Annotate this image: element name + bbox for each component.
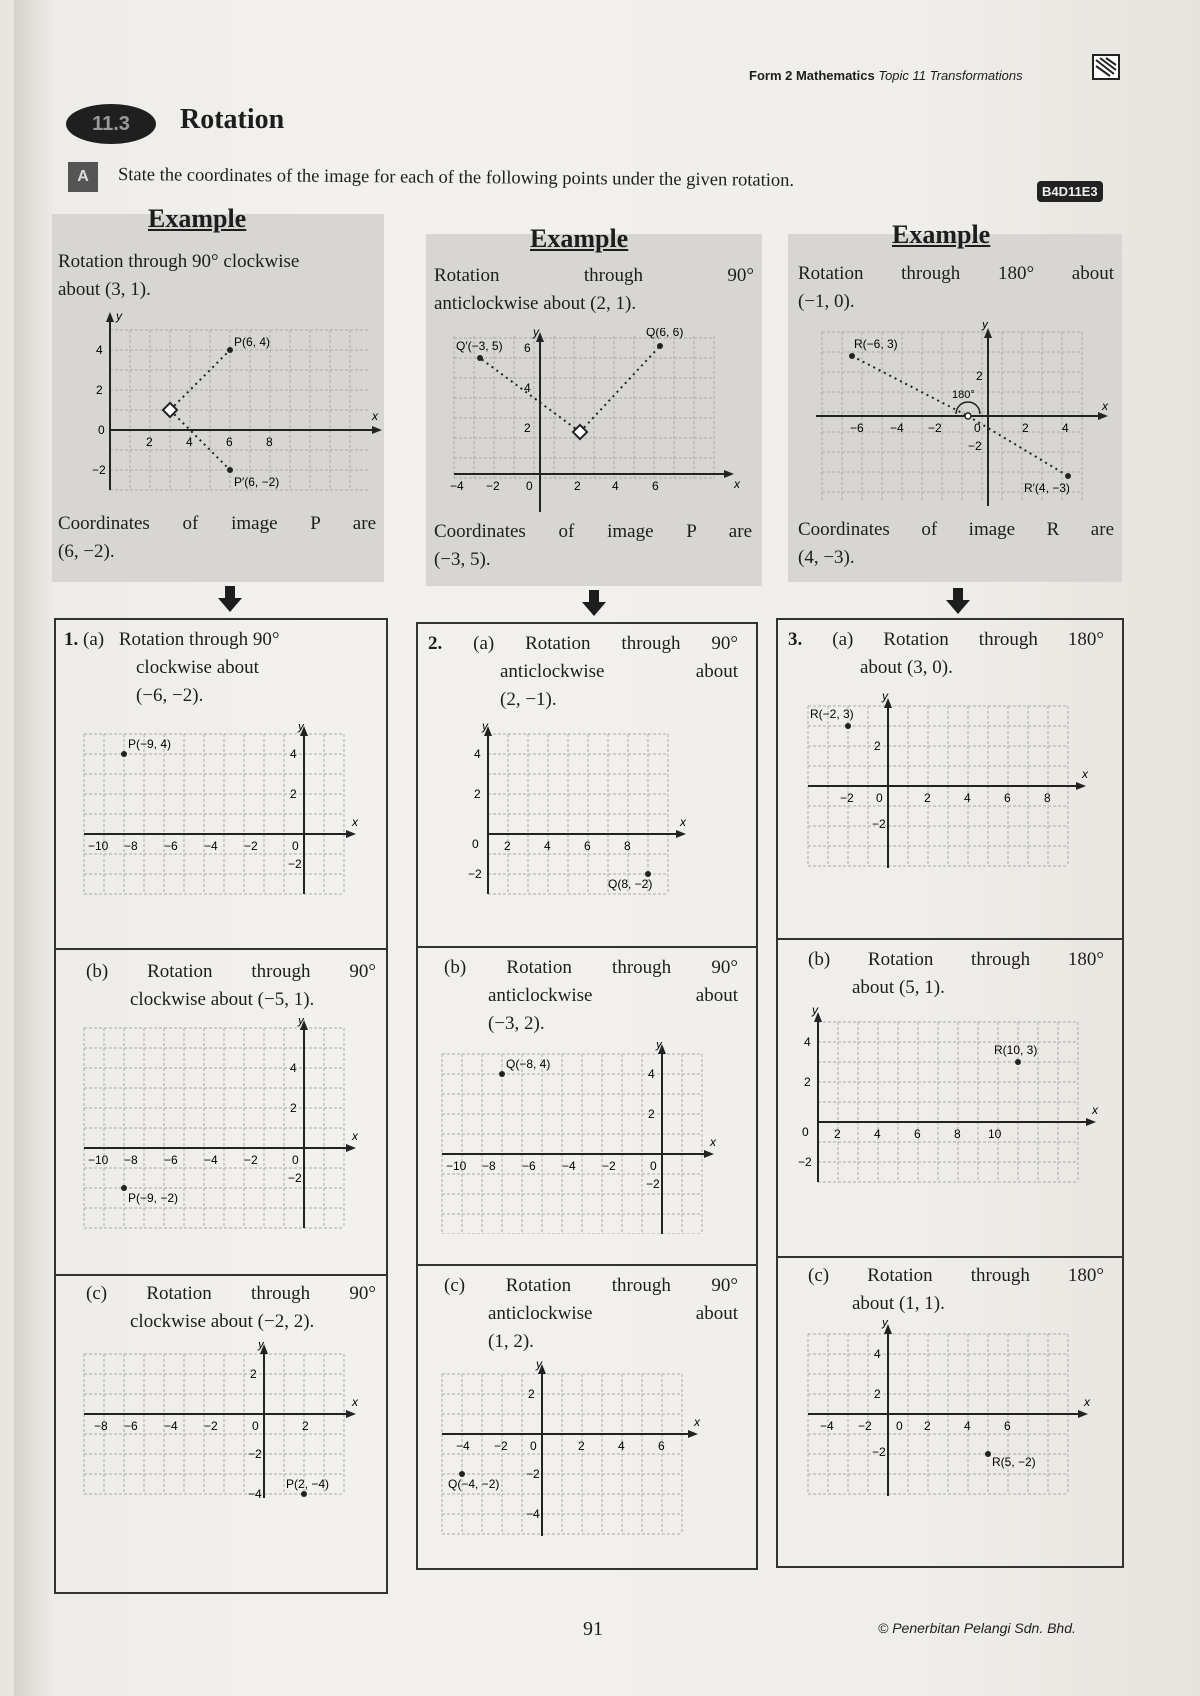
x-axis-label: x: [352, 1395, 358, 1409]
svg-text:8: 8: [266, 435, 273, 449]
q1a-text: [64, 626, 374, 710]
svg-text:−2: −2: [872, 1445, 886, 1459]
y-axis-label: y: [533, 328, 539, 339]
svg-text:−2: −2: [526, 1467, 540, 1481]
answer-line: Coordinates of image P are: [434, 521, 752, 542]
section-number-badge: 11.3: [66, 104, 156, 144]
answer-line: Coordinates of image P are: [58, 513, 376, 534]
q2c-grid: [438, 1360, 718, 1536]
svg-text:4: 4: [618, 1439, 625, 1453]
svg-text:−6: −6: [522, 1159, 536, 1173]
svg-text:−4: −4: [456, 1439, 470, 1453]
q1b-grid: [80, 1018, 360, 1234]
example-2-text: [434, 262, 754, 318]
svg-text:−4: −4: [204, 1153, 218, 1167]
x-axis-label: x: [352, 815, 358, 829]
point-label: P(−9, 4): [128, 737, 172, 751]
q2a-grid: [460, 722, 690, 898]
svg-text:2: 2: [874, 739, 881, 753]
q3c-text: [808, 1262, 1104, 1318]
svg-text:6: 6: [652, 479, 659, 493]
example-1: [52, 204, 384, 582]
page-number: 91: [583, 1618, 603, 1640]
angle-label: 180°: [952, 389, 975, 401]
example-heading: Example: [148, 204, 247, 233]
svg-text:8: 8: [954, 1127, 961, 1141]
svg-text:4: 4: [474, 747, 481, 761]
point-label: R(5, −2): [992, 1455, 1036, 1469]
example-3-grid: [816, 322, 1116, 508]
svg-text:−8: −8: [94, 1419, 108, 1433]
svg-text:−4: −4: [526, 1507, 540, 1521]
svg-text:−2: −2: [602, 1159, 616, 1173]
q3a-grid: [802, 692, 1098, 872]
divider: [56, 948, 386, 950]
section-title: Rotation: [180, 104, 285, 135]
y-axis-label: y: [982, 322, 988, 331]
example-line: Rotation through 90° clockwise: [58, 251, 300, 272]
example-heading: Example: [530, 224, 629, 253]
svg-text:6: 6: [1004, 791, 1011, 805]
point-label: P(6, 4): [234, 335, 271, 349]
origin-label: 0: [526, 479, 533, 493]
q3a-line: about (3, 0).: [860, 657, 953, 678]
part-label: (c): [86, 1283, 108, 1304]
svg-text:−2: −2: [468, 867, 482, 881]
q3c-line: Rotation through 180°: [867, 1265, 1105, 1286]
q2a-line: anticlockwise about: [500, 661, 738, 682]
point-label: Q(−4, −2): [448, 1477, 500, 1491]
svg-text:2: 2: [804, 1075, 811, 1089]
svg-text:6: 6: [658, 1439, 665, 1453]
svg-text:2: 2: [834, 1127, 841, 1141]
svg-text:−10: −10: [88, 1153, 109, 1167]
point-label: P′(6, −2): [234, 475, 280, 489]
svg-text:−2: −2: [244, 1153, 258, 1167]
svg-text:−2: −2: [204, 1419, 218, 1433]
svg-text:−2: −2: [872, 817, 886, 831]
x-axis-label: x: [680, 815, 686, 829]
q3b-text: [808, 946, 1104, 1002]
svg-text:10: 10: [988, 1127, 1002, 1141]
example-heading: Example: [892, 220, 991, 249]
svg-text:4: 4: [290, 747, 297, 761]
svg-text:−2: −2: [248, 1447, 262, 1461]
exercise-instruction: State the coordinates of the image for each of the following points under the given rotation.: [117, 165, 795, 191]
svg-text:2: 2: [1022, 421, 1029, 435]
y-axis-label: y: [298, 724, 304, 733]
x-axis-label: x: [710, 1135, 716, 1149]
svg-text:4: 4: [874, 1127, 881, 1141]
part-label: (a): [473, 633, 495, 654]
point-label: Q′(−3, 5): [456, 339, 503, 353]
svg-text:−4: −4: [164, 1419, 178, 1433]
svg-text:−2: −2: [646, 1177, 660, 1191]
point-label: R(−6, 3): [854, 337, 898, 351]
publisher-credit: © Penerbitan Pelangi Sdn. Bhd.: [878, 1620, 1076, 1636]
svg-text:8: 8: [1044, 791, 1051, 805]
q1a-grid: [80, 724, 360, 900]
svg-text:4: 4: [1062, 421, 1069, 435]
q1a-line: clockwise about: [136, 657, 259, 678]
q2b-text: [444, 954, 738, 1038]
svg-text:2: 2: [302, 1419, 309, 1433]
x-axis-label: x: [1082, 767, 1088, 781]
point-label: R′(4, −3): [1024, 481, 1070, 495]
example-2: [426, 224, 762, 586]
svg-text:4: 4: [964, 791, 971, 805]
q3a-line: Rotation through 180°: [883, 629, 1104, 650]
svg-text:−2: −2: [928, 421, 942, 435]
svg-text:−2: −2: [968, 439, 982, 453]
q3a-text: [788, 626, 1104, 682]
svg-text:2: 2: [976, 369, 983, 383]
q2b-line: Rotation through 90°: [506, 957, 738, 978]
q3b-line: about (5, 1).: [852, 977, 945, 998]
svg-text:−6: −6: [164, 839, 178, 853]
example-2-answer: [434, 518, 752, 574]
part-label: (a): [832, 629, 854, 650]
running-header: [749, 68, 1023, 83]
svg-text:−2: −2: [798, 1155, 812, 1169]
svg-text:6: 6: [584, 839, 591, 853]
origin-label: 0: [802, 1125, 809, 1139]
svg-text:4: 4: [544, 839, 551, 853]
q1c-text: [86, 1280, 376, 1336]
q1a-line: (−6, −2).: [136, 685, 204, 706]
svg-text:−8: −8: [482, 1159, 496, 1173]
svg-text:−10: −10: [446, 1159, 467, 1173]
topic-icon: [1092, 54, 1120, 80]
y-axis-label: y: [812, 1004, 818, 1017]
svg-text:2: 2: [574, 479, 581, 493]
svg-text:−2: −2: [858, 1419, 872, 1433]
svg-text:2: 2: [648, 1107, 655, 1121]
x-axis-label: x: [352, 1129, 358, 1143]
answer-line: (4, −3).: [798, 547, 855, 568]
svg-text:−6: −6: [850, 421, 864, 435]
origin-label: 0: [650, 1159, 657, 1173]
question-3-box: [776, 618, 1124, 1568]
q3c-grid: [802, 1320, 1102, 1496]
q1c-line: Rotation through 90°: [146, 1283, 376, 1304]
example-line: Rotation through 180° about: [798, 263, 1114, 284]
svg-text:−2: −2: [486, 479, 500, 493]
svg-text:−2: −2: [244, 839, 258, 853]
svg-text:4: 4: [874, 1347, 881, 1361]
q2c-line: Rotation through 90°: [505, 1275, 739, 1296]
q1b-line: Rotation through 90°: [147, 961, 377, 982]
q2a-line: (2, −1).: [500, 689, 557, 710]
svg-text:−10: −10: [88, 839, 109, 853]
svg-text:4: 4: [648, 1067, 655, 1081]
q2c-line: anticlockwise about: [488, 1303, 738, 1324]
point-label: R(10, 3): [994, 1043, 1038, 1057]
point-label: R(−2, 3): [810, 707, 854, 721]
y-axis-label: y: [298, 1018, 304, 1027]
svg-text:−2: −2: [840, 791, 854, 805]
q2b-line: (−3, 2).: [488, 1013, 545, 1034]
q1c-line: clockwise about (−2, 2).: [130, 1311, 315, 1332]
point-label: Q(−8, 4): [506, 1057, 551, 1071]
svg-text:2: 2: [96, 383, 103, 397]
svg-text:−2: −2: [288, 1171, 302, 1185]
part-label: (b): [808, 949, 831, 970]
svg-text:−8: −8: [124, 839, 138, 853]
question-number: 2.: [428, 633, 443, 654]
point-label: Q(8, −2): [608, 877, 653, 891]
divider: [778, 938, 1122, 940]
y-axis-label: y: [258, 1342, 264, 1351]
svg-text:2: 2: [250, 1367, 257, 1381]
divider: [418, 1264, 756, 1266]
origin-label: 0: [974, 421, 981, 435]
point-label: Q(6, 6): [646, 328, 684, 339]
y-axis-label: y: [882, 692, 888, 703]
example-1-text: [58, 248, 388, 304]
svg-text:−4: −4: [248, 1487, 262, 1501]
y-axis-label: y: [116, 309, 122, 323]
svg-text:−4: −4: [204, 839, 218, 853]
svg-text:2: 2: [290, 1101, 297, 1115]
svg-text:6: 6: [914, 1127, 921, 1141]
example-line: (−1, 0).: [798, 291, 855, 312]
svg-text:6: 6: [524, 341, 531, 355]
q2c-line: (1, 2).: [488, 1331, 534, 1352]
svg-text:4: 4: [804, 1035, 811, 1049]
origin-label: 0: [252, 1419, 259, 1433]
header-topic: Topic 11 Transformations: [878, 68, 1023, 83]
svg-text:4: 4: [290, 1061, 297, 1075]
origin-label: 0: [98, 423, 105, 437]
svg-text:2: 2: [528, 1387, 535, 1401]
example-line: anticlockwise about (2, 1).: [434, 293, 637, 314]
exercise-code: B4D11E3: [1037, 181, 1103, 202]
q2b-grid: [438, 1042, 718, 1234]
example-3-text: [798, 260, 1114, 316]
svg-text:−6: −6: [124, 1419, 138, 1433]
svg-text:−4: −4: [890, 421, 904, 435]
origin-label: 0: [292, 839, 299, 853]
point-label: P(−9, −2): [128, 1191, 179, 1205]
q1b-line: clockwise about (−5, 1).: [130, 989, 315, 1010]
svg-text:−6: −6: [164, 1153, 178, 1167]
example-2-grid: [434, 328, 744, 512]
q3b-line: Rotation through 180°: [867, 949, 1104, 970]
q3c-line: about (1, 1).: [852, 1293, 945, 1314]
example-1-answer: [58, 510, 376, 566]
q1b-line: [86, 958, 376, 986]
x-axis-label: x: [734, 477, 740, 491]
x-axis-label: x: [694, 1415, 700, 1429]
question-number: 3.: [788, 629, 803, 650]
svg-text:6: 6: [1004, 1419, 1011, 1433]
divider: [56, 1274, 386, 1276]
svg-text:4: 4: [186, 435, 193, 449]
answer-line: Coordinates of image R are: [798, 519, 1114, 540]
answer-line: (−3, 5).: [434, 549, 491, 570]
exercise-label: A: [68, 162, 98, 192]
q2a-line: Rotation through 90°: [525, 633, 738, 654]
origin-label: 0: [876, 791, 883, 805]
question-1-box: [54, 618, 388, 1594]
divider: [778, 1256, 1122, 1258]
y-axis-label: y: [536, 1360, 542, 1371]
origin-label: 0: [292, 1153, 299, 1167]
svg-text:8: 8: [624, 839, 631, 853]
svg-text:2: 2: [474, 787, 481, 801]
x-axis-label: x: [372, 409, 378, 423]
x-axis-label: x: [1092, 1103, 1098, 1117]
svg-text:−8: −8: [124, 1153, 138, 1167]
svg-text:−4: −4: [450, 479, 464, 493]
part-label: (b): [444, 957, 467, 978]
divider: [418, 946, 756, 948]
example-line: Rotation through 90°: [434, 265, 754, 286]
svg-text:4: 4: [612, 479, 619, 493]
origin-label: 0: [896, 1419, 903, 1433]
svg-text:4: 4: [524, 381, 531, 395]
answer-line: (6, −2).: [58, 541, 115, 562]
q2c-text: [444, 1272, 738, 1356]
svg-text:2: 2: [924, 791, 931, 805]
part-label: (c): [444, 1275, 466, 1296]
svg-text:4: 4: [96, 343, 103, 357]
header-subject: Form 2 Mathematics: [749, 68, 875, 83]
svg-text:2: 2: [146, 435, 153, 449]
svg-text:−2: −2: [92, 463, 106, 477]
example-1-grid: [92, 306, 382, 492]
down-arrow-icon: [946, 588, 970, 614]
svg-text:−4: −4: [562, 1159, 576, 1173]
q2a-text: [428, 630, 738, 714]
x-axis-label: x: [1084, 1395, 1090, 1409]
q1a-line: Rotation through 90°: [118, 629, 280, 650]
example-line: about (3, 1).: [58, 279, 151, 300]
down-arrow-icon: [218, 586, 242, 612]
question-2-box: [416, 622, 758, 1570]
q1c-grid: [80, 1342, 360, 1502]
y-axis-label: y: [656, 1042, 662, 1051]
part-label: (c): [808, 1265, 830, 1286]
point-label: P(2, −4): [286, 1477, 330, 1491]
svg-text:2: 2: [578, 1439, 585, 1453]
q1b-text: [86, 958, 376, 1014]
y-axis-label: y: [482, 722, 488, 733]
example-3-answer: [798, 516, 1114, 572]
svg-text:4: 4: [964, 1419, 971, 1433]
q3b-grid: [794, 1004, 1104, 1188]
x-axis-label: x: [1102, 399, 1108, 413]
origin-label: 0: [472, 837, 479, 851]
svg-text:−2: −2: [288, 857, 302, 871]
workbook-page: [14, 0, 1200, 1696]
question-number: 1.: [64, 629, 79, 650]
svg-text:2: 2: [874, 1387, 881, 1401]
origin-label: 0: [530, 1439, 537, 1453]
svg-text:2: 2: [524, 421, 531, 435]
part-label: (a): [83, 629, 105, 650]
svg-text:2: 2: [504, 839, 511, 853]
example-3: [788, 220, 1122, 582]
svg-text:2: 2: [290, 787, 297, 801]
svg-text:2: 2: [924, 1419, 931, 1433]
svg-text:6: 6: [226, 435, 233, 449]
svg-text:−4: −4: [820, 1419, 834, 1433]
svg-text:−2: −2: [494, 1439, 508, 1453]
part-label: (b): [86, 961, 109, 982]
down-arrow-icon: [582, 590, 606, 616]
q2b-line: anticlockwise about: [488, 985, 738, 1006]
y-axis-label: y: [882, 1320, 888, 1329]
